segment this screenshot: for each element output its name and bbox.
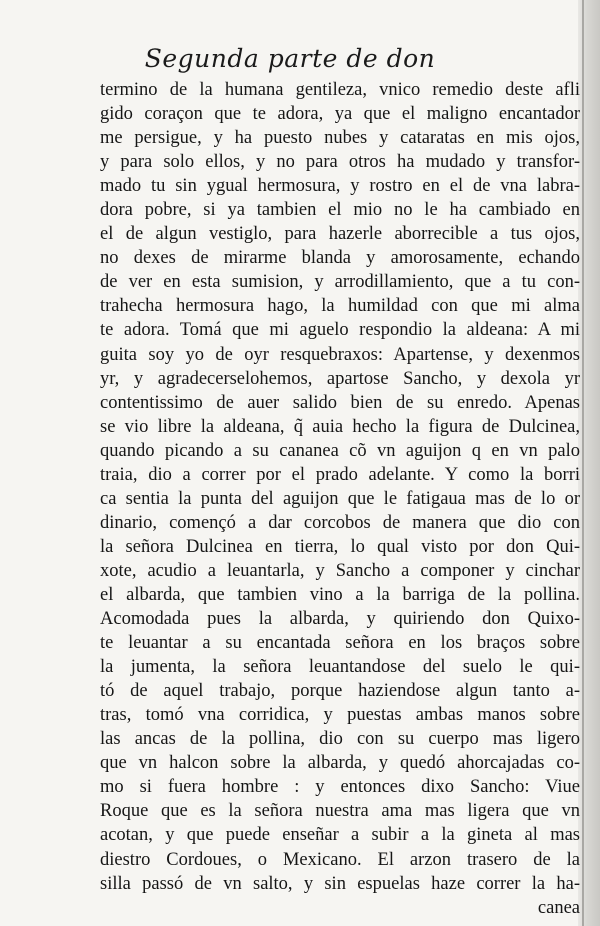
text-line: te leuantar a su encantada señora en los braços sobre: [100, 633, 580, 654]
text-line: trahecha hermosura hago, la humildad con que mi alma: [100, 296, 580, 317]
text-line: gido coraçon que te adora, ya que el maligno encantador: [100, 104, 580, 125]
text-line: que vn halcon sobre la albarda, y quedó ahorcajadas co-: [100, 753, 580, 774]
text-line: termino de la humana gentileza, vnico remedio deste afli: [100, 80, 580, 100]
text-line-catchword: canea: [537, 897, 580, 918]
text-line: las ancas de la pollina, dio con su cuerpo mas ligero: [100, 729, 580, 750]
text-line: el albarda, que tambien vino a la barriga de la pollina.: [100, 584, 580, 605]
text-line: Acomodada pues la albarda, y quiriendo don Quixo-: [100, 609, 580, 630]
running-head: Segunda parte de don: [144, 44, 436, 73]
text-line: te adora. Tomá que mi aguelo respondio la aldeana: A mi: [100, 320, 580, 341]
text-line: la jumenta, la señora leuantandose del suelo le qui-: [100, 657, 580, 678]
text-line: el de algun vestiglo, para hazerle aborrecible a tus ojos,: [100, 224, 580, 245]
text-line: yr, y agradecerselohemos, apartose Sancho, y dexola yr: [100, 368, 580, 389]
text-line: acotan, y que puede enseñar a subir a la gineta al mas: [100, 825, 580, 846]
text-line: tó de aquel trabajo, porque haziendose algun tanto a-: [100, 681, 580, 702]
text-line: tras, tomó vna corridica, y puestas ambas manos sobre: [100, 705, 580, 726]
text-line: me persigue, y ha puesto nubes y cataratas en mis ojos,: [100, 128, 580, 149]
text-line: diestro Cordoues, o Mexicano. El arzon trasero de la: [100, 849, 580, 870]
text-line: guita soy yo de oyr resquebraxos: Apartense, y dexenmos: [100, 344, 580, 365]
text-line: mo si fuera hombre : y entonces dixo Sancho: Viue: [100, 777, 580, 798]
body-text: [100, 78, 580, 920]
text-line: se vio libre la aldeana, q̃ auia hecho la figura de Dulcinea,: [100, 416, 580, 437]
text-line: Roque que es la señora nuestra ama mas ligera que vn: [100, 801, 580, 822]
text-line: quando picando a su cananea cõ vn aguijon q en vn palo: [100, 440, 580, 461]
page-edge-line: [582, 0, 584, 926]
text-line: contentissimo de auer salido bien de su enredo. Apenas: [100, 392, 580, 413]
text-line: dinario, començó a dar corcobos de manera que dio con: [100, 512, 580, 533]
text-line: dora pobre, si ya tambien el mio no le ha cambiado en: [100, 200, 580, 221]
text-line: xote, acudio a leuantarla, y Sancho a componer y cinchar: [100, 560, 580, 581]
text-line: mado tu sin ygual hermosura, y rostro en el de vna labra-: [100, 176, 580, 197]
text-line: de ver en esta sumision, y arrodillamiento, que a tu con-: [100, 272, 580, 293]
text-line: la señora Dulcinea en tierra, lo qual visto por don Qui-: [100, 536, 580, 557]
text-line: traia, dio a correr por el prado adelante. Y como la borri: [100, 464, 580, 485]
text-line: ca sentia la punta del aguijon que le fatigaua mas de lo or: [100, 488, 580, 509]
text-line: y para solo ellos, y no para otros ha mudado y transfor-: [100, 152, 580, 173]
text-line: silla passó de vn salto, y sin espuelas haze correr la ha-: [100, 873, 580, 894]
text-line: no dexes de mirarme blanda y amorosamente, echando: [100, 248, 580, 269]
